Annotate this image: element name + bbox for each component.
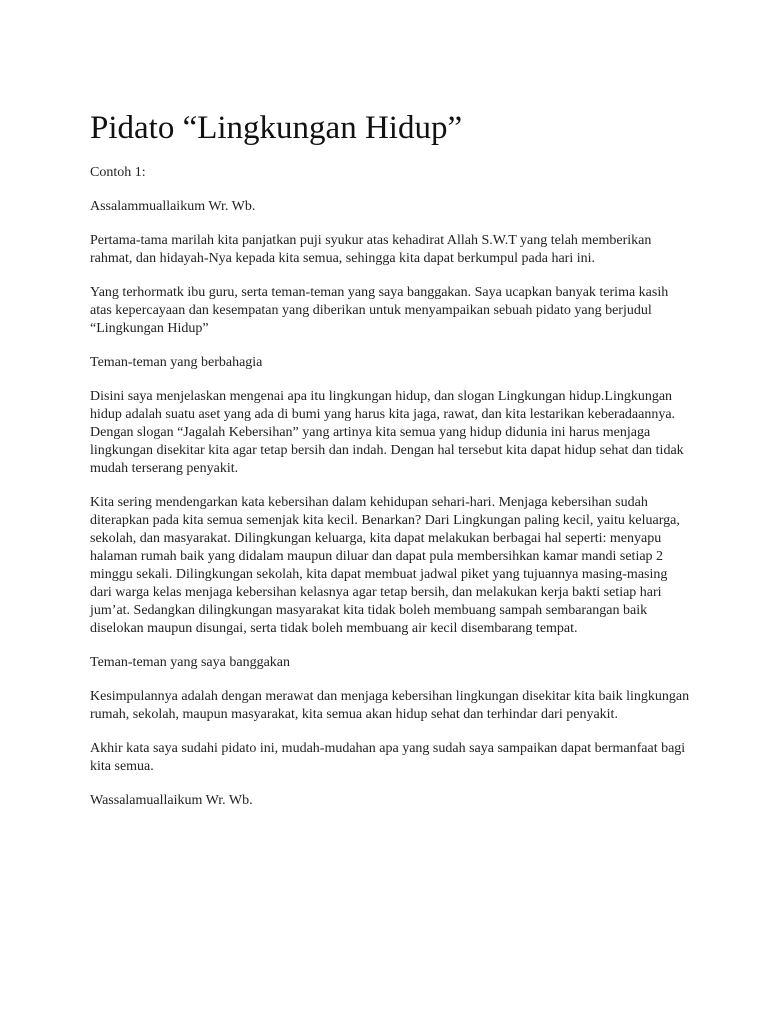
document-title: Pidato “Lingkungan Hidup” — [90, 110, 463, 146]
audience-address-1: Teman-teman yang berbahagia — [90, 355, 263, 370]
examples-paragraph: Kita sering mendengarkan kata kebersihan dalam kehidupan sehari-hari. Menjaga kebersihan sudah diterapkan pada kita semua semenjak kita kecil. Benarkan? Dari Lingkungan paling kecil, yaitu keluarga, sekolah, dan masyarakat. Dilingkungan keluarga, kita dapat melakukan berbagai hal seperti: menyapu halaman rumah baik yang didalam maupun diluar dan dapat pula membersihkan kamar mandi setiap 2 minggu sekali. Dilingkungan sekolah, kita dapat membuat jadwal piket yang tujuannya masing-masing dari warga kelas menjaga kebersihan kelasnya agar tetap bersih, dan melakukan kerja bakti setiap hari jum’at. Sedangkan dilingkungan masyarakat kita tidak boleh membuang sampah sembarangan baik diselokan maupun disungai, serta tidak boleh membuang air kecil disembarang tempat. — [90, 495, 680, 636]
definition-paragraph: Disini saya menjelaskan mengenai apa itu lingkungan hidup, dan slogan Lingkungan hidup.Lingkungan hidup adalah suatu aset yang ada di bumi yang harus kita jaga, rawat, dan kita lestarikan keberadaannya. Dengan slogan “Jagalah Kebersihan” yang artinya kita semua yang hidup didunia ini harus menjaga lingkungan disekitar kita agar tetap bersih dan indah. Dengan hal tersebut kita dapat hidup sehat dan tidak mudah terserang penyakit. — [90, 389, 684, 476]
respect-paragraph: Yang terhormatk ibu guru, serta teman-teman yang saya banggakan. Saya ucapkan banyak terima kasih atas kepercayaan dan kesempatan yang diberikan untuk menyampaikan sebuah pidato yang berjudul “Lingkungan Hidup” — [90, 285, 669, 336]
audience-address-2: Teman-teman yang saya banggakan — [90, 655, 290, 670]
opening-greeting: Assalammuallaikum Wr. Wb. — [90, 199, 256, 214]
document-body — [90, 164, 690, 826]
conclusion-paragraph: Kesimpulannya adalah dengan merawat dan menjaga kebersihan lingkungan disekitar kita baik lingkungan rumah, sekolah, maupun masyarakat, kita semua akan hidup sehat dan terhindar dari penyakit. — [90, 689, 690, 722]
gratitude-paragraph: Pertama-tama marilah kita panjatkan puji syukur atas kehadirat Allah S.W.T yang telah memberikan rahmat, dan hidayah-Nya kepada kita semua, sehingga kita dapat berkumpul pada hari ini. — [90, 233, 652, 266]
closing-paragraph: Akhir kata saya sudahi pidato ini, mudah-mudahan apa yang sudah saya sampaikan dapat bermanfaat bagi kita semua. — [90, 741, 686, 774]
example-label: Contoh 1: — [90, 165, 146, 180]
closing-greeting: Wassalamuallaikum Wr. Wb. — [90, 793, 253, 808]
